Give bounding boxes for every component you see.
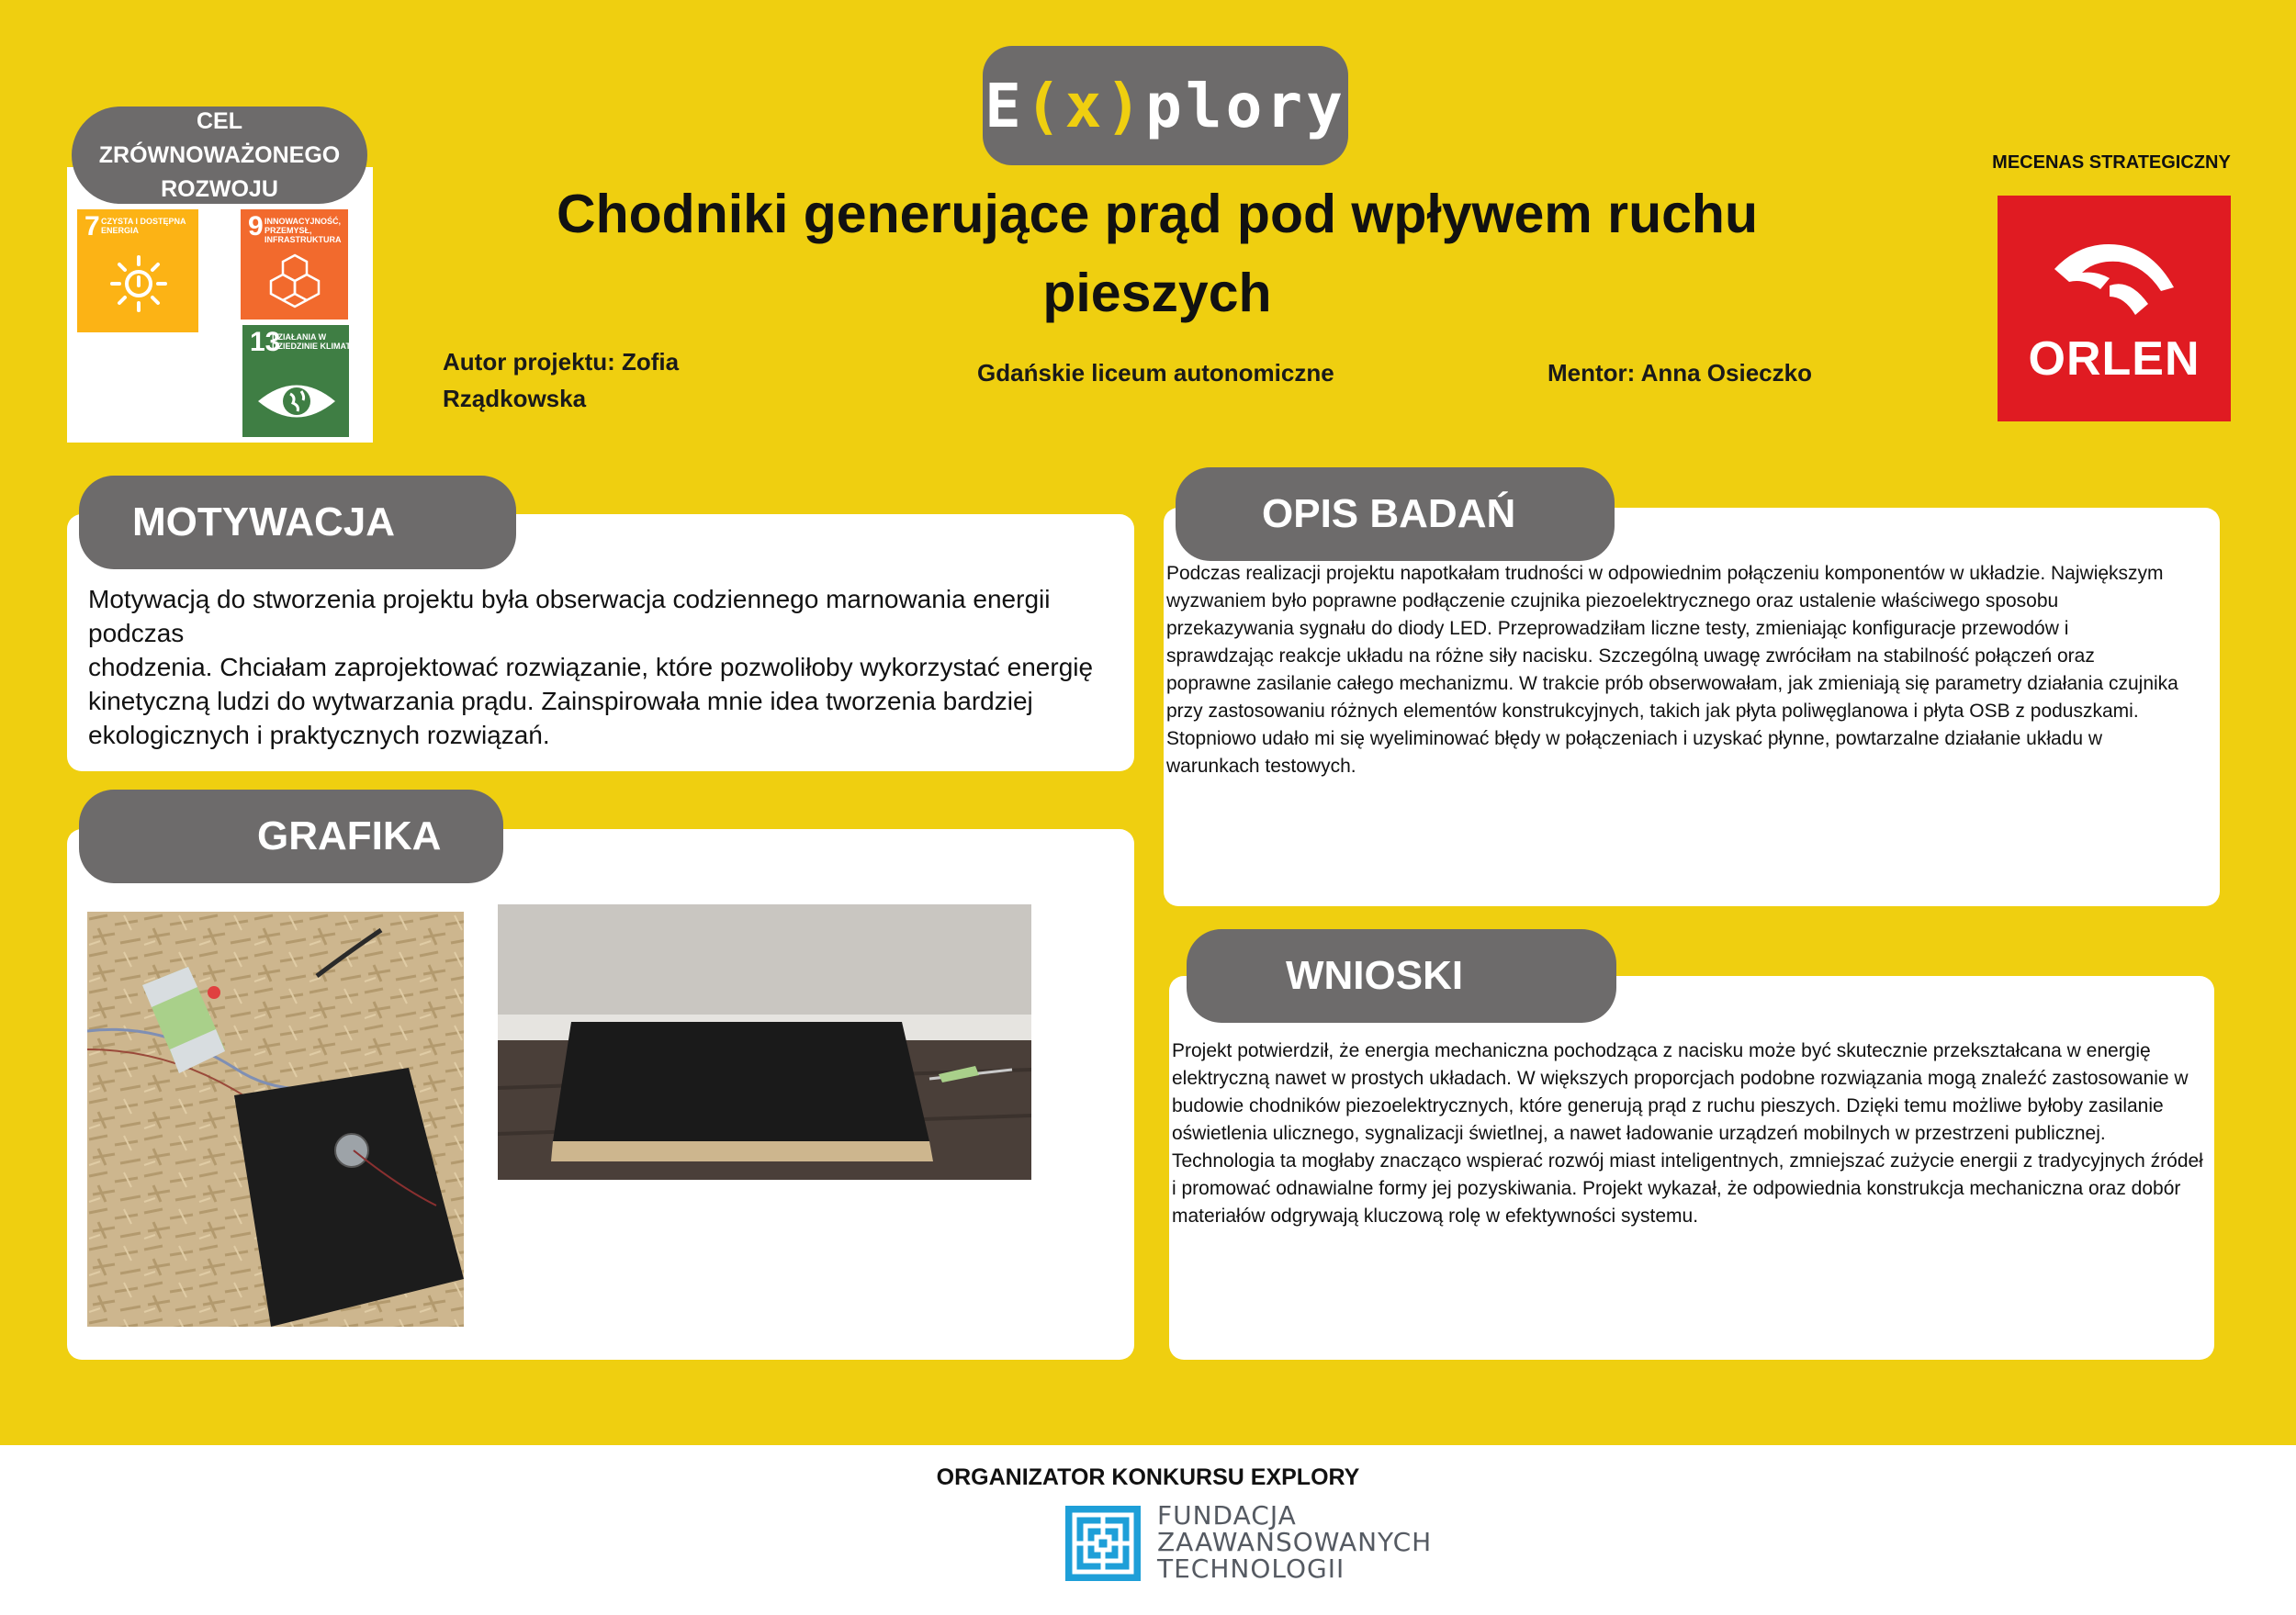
sun-power-icon — [110, 255, 167, 312]
organizer-label: ORGANIZATOR KONKURSU EXPLORY — [936, 1464, 1360, 1490]
orlen-wordmark: ORLEN — [2028, 332, 2200, 386]
school: Gdańskie liceum autonomiczne — [977, 359, 1334, 387]
opis-heading: OPIS BADAŃ — [1176, 467, 1615, 561]
opis-text: Podczas realizacji projektu napotkałam trudności w odpowiednim połączeniu komponentów w układzie. Największym wyzwaniem było poprawne podłączenie czujnika piezoelektrycznego oraz ustalenie właściwego sposobu przekazywania sygnału do diody LED. Przeprowadziłam liczne testy, zmieniając konfiguracje przewodów i sprawdzając reakcje układu na różne siły nacisku. Szczególną uwagę zwróciłam na stabilność połączeń oraz poprawne zasilanie całego mechanizmu. W trakcie prób obserwowałam, jak zmieniają się parametry działania czujnika przy zastosowaniu różnych elementów konstrukcyjnych, takich jak płyta poliwęglanowa i płyta OSB z poduszkami. Stopniowo udało mi się wyeliminować błędy w połączeniach i uzyskać płynne, powtarzalne działanie układu w warunkach testowych. — [1166, 563, 2178, 777]
explory-logo — [983, 46, 1348, 165]
eagle-icon — [2045, 232, 2183, 324]
project-title: Chodniki generujące prąd pod wpływem ruchu pieszych — [556, 184, 1759, 323]
sdg-label: CEL ZRÓWNOWAŻONEGO ROZWOJU — [72, 107, 367, 204]
sdg-goal-7: 7 CZYSTA I DOSTĘPNA ENERGIA — [77, 209, 198, 332]
eye-globe-icon — [255, 378, 338, 424]
fzt-logo-icon — [1065, 1506, 1141, 1581]
explory-logo-text: E(x)plory — [985, 70, 1346, 141]
prototype-photo-top-image — [87, 912, 464, 1327]
wnioski-heading: WNIOSKI — [1187, 929, 1616, 1023]
fzt-wordmark: FUNDACJA ZAAWANSOWANYCH TECHNOLOGII — [1157, 1500, 1433, 1584]
motywacja-text: Motywacją do stworzenia projektu była obserwacja codziennego marnowania energii podczas chodzenia. Chciałam zaprojektować rozwiązanie, które pozwoliłoby wykorzystać energię kinetyczną ludzi do wytwarzania prądu. Zainspirowała mnie idea tworzenia bardziej ekologicznych i praktycznych rozwiązań. — [88, 585, 1094, 749]
prototype-photo-side-image — [498, 904, 1031, 1180]
sdg-goal-13: 13 DZIAŁANIA W DZIEDZINIE KLIMATU — [242, 325, 349, 437]
prototype-photo-side — [498, 904, 1031, 1180]
mentor: Mentor: Anna Osieczko — [1548, 359, 1812, 387]
grafika-heading: GRAFIKA — [79, 790, 503, 883]
motywacja-heading: MOTYWACJA — [79, 476, 516, 569]
orlen-logo — [1998, 196, 2231, 421]
prototype-photo-top — [87, 912, 464, 1327]
cubes-icon — [266, 253, 323, 314]
wnioski-text: Projekt potwierdził, że energia mechaniczna pochodząca z nacisku może być skutecznie przekształcana w energię elektryczną nawet w prostych układach. W większych proporcjach podobne rozwiązania mogą znaleźć zastosowanie w budowie chodników piezoelektrycznych, które generują prąd z ruchu pieszych. Dzięki temu możliwe byłoby zasilanie oświetlenia ulicznego, sygnalizacji świetlnej, a nawet ładowanie urządzeń mobilnych w przestrzeni publicznej. Technologia ta mogłaby znacząco wspierać rozwój miast inteligentnych, zmniejszać zużycie energii z tradycyjnych źródeł i promować odnawialne formy jej pozyskiwania. Projekt wykazał, że odpowiednia konstrukcja mechaniczna oraz dobór materiałów odgrywają kluczową rolę w efektywności systemu. — [1172, 1040, 2203, 1227]
author: Autor projektu: Zofia Rządkowska — [443, 348, 680, 412]
sdg-goal-9: 9 INNOWACYJNOŚĆ, PRZEMYSŁ, INFRASTRUKTURA — [241, 209, 348, 320]
sponsor-label: MECENAS STRATEGICZNY — [1992, 152, 2231, 173]
